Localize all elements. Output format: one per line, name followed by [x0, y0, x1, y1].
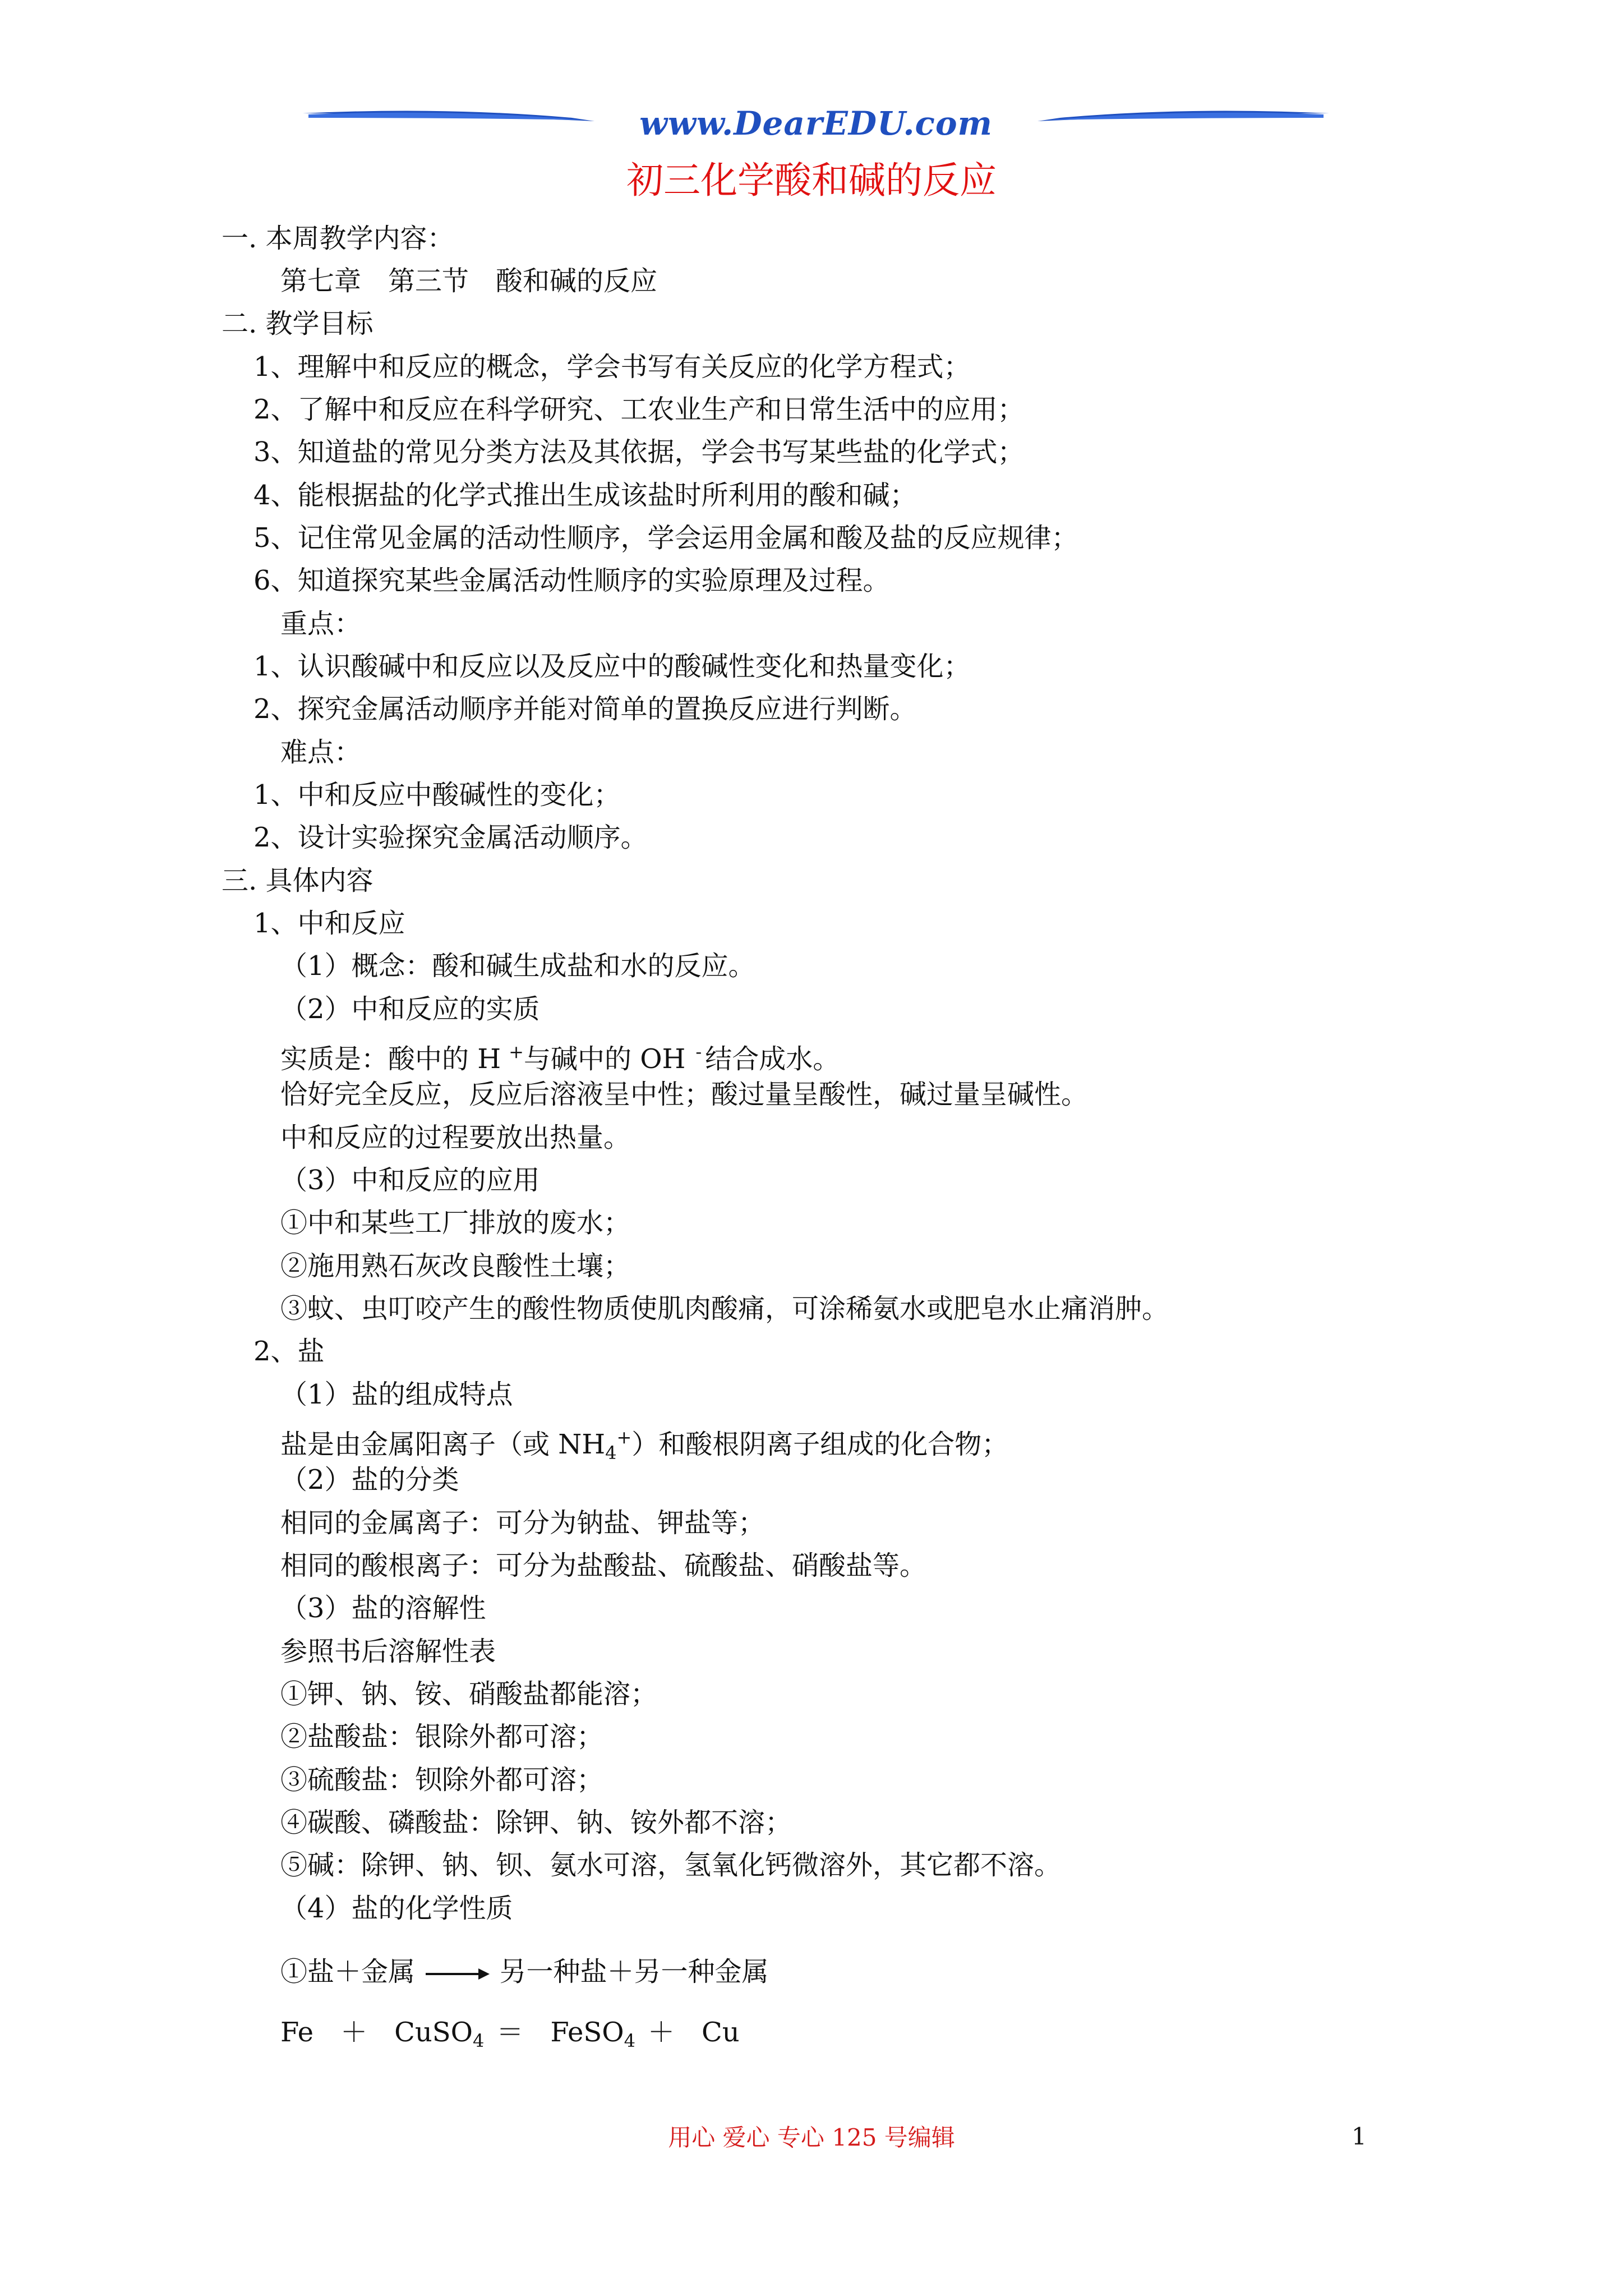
- salt-metal-reaction-line: [280, 1955, 769, 1989]
- site-logo[interactable]: www.DearEDU.com: [639, 104, 993, 142]
- key-point-1: 1、认识酸碱中和反应以及反应中的酸碱性变化和热量变化；: [253, 651, 971, 682]
- section-heading-2: 二. 教学目标: [222, 308, 374, 339]
- classification-metal-ion: 相同的金属离子：可分为钠盐、钾盐等；: [280, 1507, 766, 1539]
- goal-item-4: 4、能根据盐的化学式推出生成该盐时所利用的酸和碱；: [253, 480, 917, 511]
- chemical-properties-heading: （4）盐的化学性质: [280, 1893, 513, 1924]
- essence-text-b: 与碱中的 OH: [523, 1043, 686, 1075]
- essence-heading: （2）中和反应的实质: [280, 993, 540, 1025]
- solubility-heading: （3）盐的溶解性: [280, 1593, 486, 1624]
- reaction-result-line: 恰好完全反应，反应后溶液呈中性；酸过量呈酸性，碱过量呈碱性。: [280, 1079, 1089, 1110]
- solubility-rule-2: ②盐酸盐：银除外都可溶；: [280, 1721, 604, 1752]
- application-item-2: ②施用熟石灰改良酸性土壤；: [280, 1250, 631, 1282]
- salt-text-b: ）和酸根阴离子组成的化合物；: [631, 1429, 1009, 1460]
- equation-part-b: ＝ FeSO: [496, 2017, 624, 2048]
- section-heading-3: 三. 具体内容: [222, 865, 374, 896]
- subsection-salt: 2、盐: [253, 1336, 325, 1367]
- classification-acid-radical: 相同的酸根离子：可分为盐酸盐、硫酸盐、硝酸盐等。: [280, 1550, 927, 1581]
- essence-text-c: 结合成水。: [705, 1043, 840, 1075]
- page-number: 1: [1352, 2123, 1367, 2150]
- difficult-points-label: 难点：: [280, 737, 362, 768]
- application-item-1: ①中和某些工厂排放的废水；: [280, 1207, 631, 1239]
- concept-line: （1）概念：酸和碱生成盐和水的反应。: [280, 950, 755, 982]
- goal-item-6: 6、知道探究某些金属活动性顺序的实验原理及过程。: [253, 565, 890, 596]
- essence-text-a: 实质是：酸中的 H: [280, 1043, 501, 1075]
- difficult-point-1: 1、中和反应中酸碱性的变化；: [253, 779, 621, 811]
- essence-line: [280, 1035, 840, 1075]
- goal-item-5: 5、记住常见金属的活动性顺序，学会运用金属和酸及盐的反应规律；: [253, 522, 1078, 554]
- solubility-rule-3: ③硫酸盐：钡除外都可溶；: [280, 1764, 604, 1796]
- equation-part-c: ＋ Cu: [648, 2017, 740, 2048]
- ammonium-subscript: 4: [605, 1442, 617, 1464]
- application-heading: （3）中和反应的应用: [280, 1165, 540, 1196]
- chapter-line: 第七章 第三节 酸和碱的反应: [280, 265, 658, 297]
- goal-item-2: 2、了解中和反应在科学研究、工农业生产和日常生活中的应用；: [253, 394, 1025, 425]
- section-heading-1: 一. 本周教学内容：: [222, 223, 454, 254]
- application-item-3: ③蚊、虫叮咬产生的酸性物质使肌肉酸痛，可涂稀氨水或肥皂水止痛消肿。: [280, 1293, 1169, 1324]
- chemical-equation: [280, 2016, 740, 2049]
- hydroxide-charge: -: [695, 1041, 702, 1062]
- salt-text-a: 盐是由金属阳离子（或 NH: [280, 1429, 606, 1460]
- document-title: 初三化学酸和碱的反应: [626, 159, 997, 202]
- reaction-arrow-icon: [423, 1966, 491, 1982]
- heat-release-line: 中和反应的过程要放出热量。: [280, 1122, 631, 1153]
- key-point-2: 2、探究金属活动顺序并能对简单的置换反应进行判断。: [253, 693, 917, 725]
- page-footer: 用心 爱心 专心 125 号编辑: [668, 2124, 955, 2151]
- difficult-point-2: 2、设计实验探究金属活动顺序。: [253, 822, 648, 853]
- reaction-reactants: ①盐＋金属: [280, 1956, 416, 1987]
- solubility-reference: 参照书后溶解性表: [280, 1636, 496, 1667]
- hydrogen-charge: +: [509, 1041, 524, 1062]
- goal-item-3: 3、知道盐的常见分类方法及其依据，学会书写某些盐的化学式；: [253, 436, 1025, 468]
- sulfate-subscript-a: 4: [472, 2030, 485, 2051]
- ammonium-charge: +: [616, 1427, 632, 1448]
- solubility-rule-5: ⑤碱：除钾、钠、钡、氨水可溶，氢氧化钙微溶外，其它都不溶。: [280, 1849, 1062, 1881]
- key-points-label: 重点：: [280, 608, 362, 639]
- goal-item-1: 1、理解中和反应的概念，学会书写有关反应的化学方程式；: [253, 351, 971, 383]
- salt-composition-heading: （1）盐的组成特点: [280, 1379, 513, 1410]
- solubility-rule-4: ④碳酸、磷酸盐：除钾、钠、铵外都不溶；: [280, 1807, 792, 1838]
- solubility-rule-1: ①钾、钠、铵、硝酸盐都能溶；: [280, 1678, 658, 1710]
- site-header-banner: [303, 101, 1329, 146]
- sulfate-subscript-b: 4: [624, 2030, 636, 2051]
- subsection-neutralization: 1、中和反应: [253, 908, 405, 939]
- equation-part-a: Fe ＋ CuSO: [280, 2017, 473, 2048]
- reaction-products: 另一种盐＋另一种金属: [499, 1956, 769, 1987]
- salt-composition-line: [280, 1420, 1009, 1464]
- salt-classification-heading: （2）盐的分类: [280, 1464, 459, 1496]
